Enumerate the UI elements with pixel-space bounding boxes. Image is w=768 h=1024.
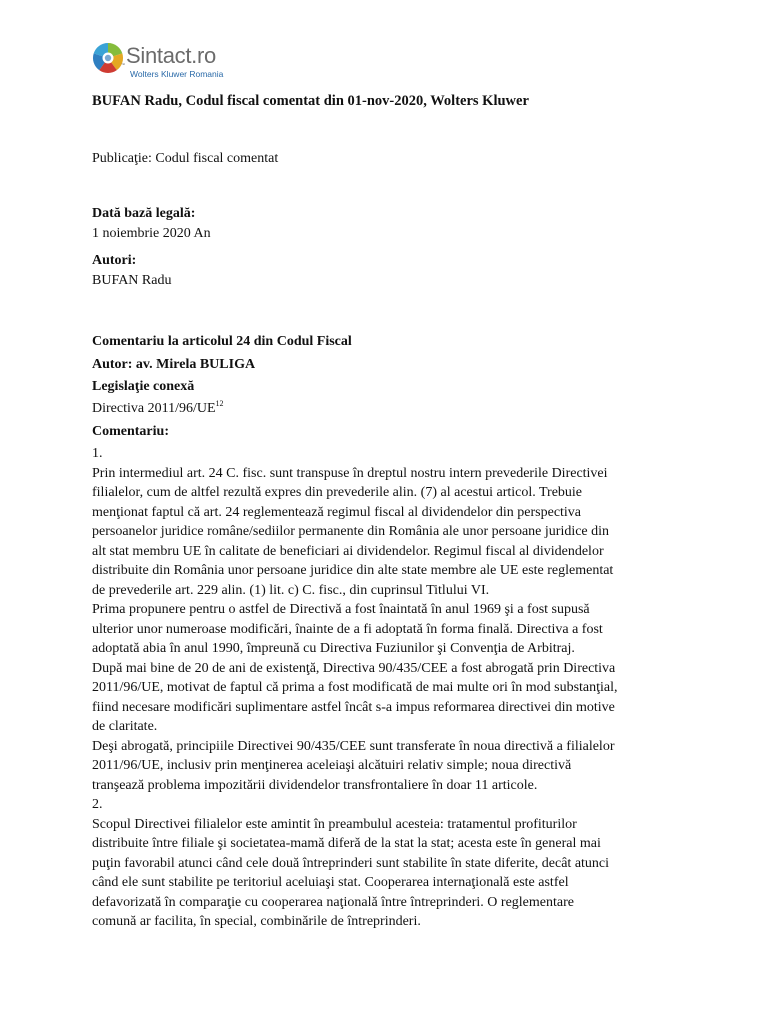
body-line: când ele sunt stabilite pe teritoriul aceluiaşi stat. Cooperarea internaţională este astfel <box>92 875 569 890</box>
logo-name: Sintact.ro <box>126 43 216 68</box>
body-line: Prin intermediul art. 24 C. fisc. sunt transpuse în dreptul nostru intern prevederile Directivei <box>92 465 608 481</box>
body-line: adoptată abia în anul 1990, împreună cu Directiva Fuziunilor şi Convenţia de Arbitraj. <box>92 641 575 656</box>
authors-value: BUFAN Radu <box>92 273 172 288</box>
commentary-heading: Comentariu la articolul 24 din Codul Fiscal <box>92 334 352 349</box>
body-line: alt stat membru UE în calitate de beneficiari ai dividendelor. Regimul fiscal al dividendelor <box>92 543 604 559</box>
body-line: menţionat faptul că art. 24 reglementează regimul fiscal al dividendelor din perspectiva <box>92 504 582 520</box>
related-directive <box>92 400 224 418</box>
body-line: Prima propunere pentru o astfel de Directivă a fost înaintată în anul 1969 şi a fost supusă <box>92 602 590 617</box>
sintact-globe-icon <box>92 42 124 74</box>
document-title: BUFAN Radu, Codul fiscal comentat din 01-nov-2020, Wolters Kluwer <box>92 93 529 109</box>
body-line: ulterior unor numeroase modificări, înainte de a fi adoptată în forma finală. Directiva a fost <box>92 621 603 637</box>
body-line: persoanelor juridice române/sediilor permanente din România ale unor persoane juridice din <box>92 524 610 539</box>
body-line: 2011/96/UE, inclusiv prin menţinerea aceleiaşi alcătuiri relativ simple; noua directivă <box>92 758 572 773</box>
body-line: Deşi abrogată, principiile Directivei 90/435/CEE sunt transferate în noua directivă a filialelor <box>92 738 615 754</box>
related-legislation-label: Legislaţie conexă <box>92 379 195 394</box>
body-line: de claritate. <box>92 719 158 734</box>
body-line: După mai bine de 20 de ani de existenţă, Directiva 90/435/CEE a fost abrogată prin Directiva <box>92 660 616 676</box>
paragraph-number: 1. <box>92 446 103 461</box>
body-lines <box>92 464 682 932</box>
commentary-body <box>92 444 682 932</box>
body-line: filialelor, cum de altfel rezultă expres din prevederile alin. (7) al acestui articol. Trebuie <box>92 485 583 500</box>
body-line: defavorizată în comparaţie cu cooperarea naţională între întreprinderi. O reglementare <box>92 894 574 910</box>
commentary-author: Autor: av. Mirela BULIGA <box>92 357 256 372</box>
logo-trademark: ™ <box>121 62 125 67</box>
publication-line: Publicaţie: Codul fiscal comentat <box>92 151 279 166</box>
sintact-logo[interactable] <box>92 42 232 82</box>
legal-date-label: Dată bază legală: <box>92 206 196 221</box>
body-line: de prevederile art. 229 alin. (1) lit. c) C. fisc., din cuprinsul Titlului VI. <box>92 582 490 598</box>
comment-label: Comentariu: <box>92 424 169 439</box>
directive-link[interactable]: Directiva 2011/96/UE <box>92 401 216 416</box>
body-line: comună ar facilita, în special, combinările de întreprinderi. <box>92 914 421 929</box>
footnote-ref[interactable]: 12 <box>215 399 224 408</box>
body-line: puţin favorabil atunci când cele două întreprinderi sunt stabilite în state diferite, decât atunci <box>92 855 610 871</box>
body-line: Scopul Directivei filialelor este amintit în preambulul acesteia: tratamentul profiturilor <box>92 816 577 832</box>
legal-date-value: 1 noiembrie 2020 An <box>92 226 211 241</box>
body-line: fiind necesare modificări suplimentare astfel încât s-a impus reformarea directivei din motive <box>92 699 615 715</box>
body-line: 2011/96/UE, motivat de faptul că prima a fost modificată de mai multe ori în mod substanţial, <box>92 680 618 695</box>
body-line: tranşează problema impozitării dividendelor transfrontaliere în doar 11 articole. <box>92 777 538 793</box>
logo-subtitle: Wolters Kluwer Romania <box>130 69 224 79</box>
authors-label: Autori: <box>92 253 137 268</box>
body-line: distribuite din România unor persoane juridice din alte state membre ale UE este reglementat <box>92 563 614 578</box>
body-line: distribuite între filiale şi societatea-mamă diferă de la stat la stat; acesta este în general mai <box>92 836 601 851</box>
body-line: 2. <box>92 797 103 812</box>
